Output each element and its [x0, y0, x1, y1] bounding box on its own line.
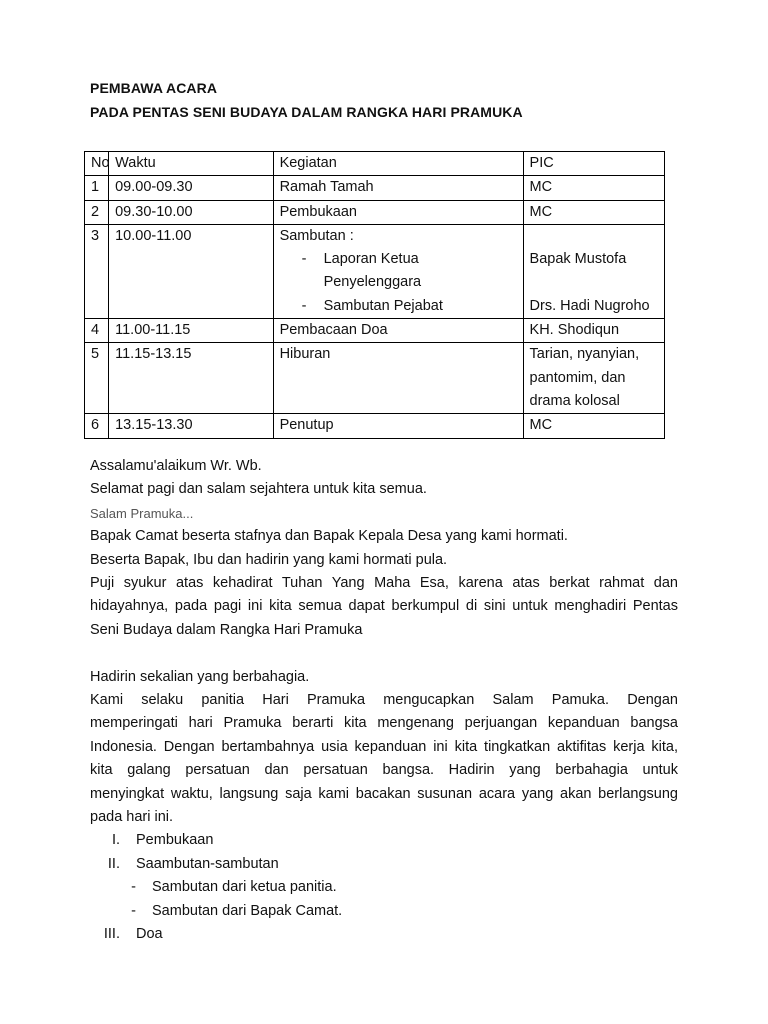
cell-pic: [523, 343, 664, 414]
cell-waktu: 09.00-09.30: [109, 176, 273, 200]
paragraph: Hadirin sekalian yang berbahagia.: [90, 668, 310, 685]
paragraph: Bapak Camat beserta stafnya dan Bapak Kepala Desa yang kami hormati.: [90, 528, 568, 545]
list-item: [90, 923, 678, 946]
table-row: [85, 176, 665, 200]
cell-pic: MC: [523, 414, 664, 438]
header-no: No: [85, 152, 109, 176]
cell-pic: MC: [523, 200, 664, 224]
paragraph-line: Seni Budaya dalam Rangka Hari Pramuka: [90, 621, 363, 638]
cell-kegiatan: Pembukaan: [273, 200, 523, 224]
paragraph: Salam Pramuka...: [90, 505, 194, 521]
cell-pic: MC: [523, 176, 664, 200]
paragraph: Beserta Bapak, Ibu dan hadirin yang kami hormati pula.: [90, 551, 448, 568]
document-subtitle: PADA PENTAS SENI BUDAYA DALAM RANGKA HARI PRAMUKA: [90, 104, 523, 120]
paragraph-line: Kami selaku panitia Hari Pramuka mengucapkan Salam Pamuka. Dengan: [90, 692, 678, 709]
cell-kegiatan: Ramah Tamah: [273, 176, 523, 200]
pic-text: Tarian, nyanyian,: [529, 346, 640, 363]
header-waktu: Waktu: [109, 152, 273, 176]
list-marker: II.: [107, 855, 120, 872]
table-header-row: [85, 152, 665, 176]
paragraph-line: pada hari ini.: [90, 809, 174, 826]
list-item: [90, 829, 678, 852]
sub-item-text: Laporan Ketua: [323, 251, 419, 268]
pic-text: pantomim, dan: [529, 369, 626, 386]
paragraph-line: Puji syukur atas kehadirat Tuhan Yang Maha Esa, karena atas berkat rahmat dan: [90, 575, 678, 592]
paragraph-line: Indonesia. Dengan bertambahnya usia kepanduan ini kita tingkatkan aktifitas kerja kita,: [90, 738, 678, 755]
cell-kegiatan: Pembacaan Doa: [273, 319, 523, 343]
schedule-table: [84, 151, 665, 439]
paragraph-line: hidayahnya, pada pagi ini kita semua dapat berkumpul di sini untuk menghadiri Pentas: [90, 598, 678, 615]
list-marker: I.: [111, 832, 120, 849]
table-row: [85, 414, 665, 438]
cell-no: 3: [85, 224, 109, 318]
cell-waktu: 11.00-11.15: [109, 319, 273, 343]
cell-no: 4: [85, 319, 109, 343]
cell-waktu: 13.15-13.30: [109, 414, 273, 438]
table-row: [85, 319, 665, 343]
dash-marker: -: [301, 251, 307, 268]
cell-kegiatan: Hiburan: [273, 343, 523, 414]
sub-item-text: Penyelenggara: [323, 274, 422, 291]
cell-waktu: 11.15-13.15: [109, 343, 273, 414]
sub-item: [280, 295, 517, 318]
speech-text: [90, 455, 678, 947]
cell-no: 1: [85, 176, 109, 200]
list-item-label: Doa: [136, 926, 163, 943]
paragraph-line: memperingati hari Pramuka berarti kita mengenang perjuangan kepanduan bangsa: [90, 715, 678, 732]
table-row: [85, 200, 665, 224]
list-item-label: Pembukaan: [136, 832, 214, 849]
sub-item-text: Sambutan Pejabat: [323, 297, 443, 314]
document-title: PEMBAWA ACARA: [90, 80, 218, 96]
pic-text: drama kolosal: [529, 392, 620, 409]
cell-no: 2: [85, 200, 109, 224]
list-marker: -: [131, 879, 136, 896]
cell-waktu: 09.30-10.00: [109, 200, 273, 224]
list-item-label: Sambutan dari ketua panitia.: [152, 879, 337, 896]
list-marker: -: [131, 902, 136, 919]
pic-text: Drs. Hadi Nugroho: [529, 297, 650, 314]
list-marker: III.: [103, 926, 120, 943]
table-row: [85, 224, 665, 318]
list-item-label: Saambutan-sambutan: [136, 855, 279, 872]
pic-text: Bapak Mustofa: [529, 251, 627, 268]
list-item: [90, 876, 678, 899]
greeting: Assalamu'alaikum Wr. Wb.: [90, 458, 262, 474]
list-item: [90, 853, 678, 876]
cell-pic: KH. Shodiqun: [523, 319, 664, 343]
cell-no: 6: [85, 414, 109, 438]
cell-kegiatan: [273, 224, 523, 318]
header-pic: PIC: [523, 152, 664, 176]
cell-kegiatan: Penutup: [273, 414, 523, 438]
paragraph-line: kita galang persatuan dan persatuan bangsa. Hadirin yang berbahagia untuk: [90, 762, 678, 779]
list-item: [90, 900, 678, 923]
cell-no: 5: [85, 343, 109, 414]
cell-waktu: 10.00-11.00: [109, 224, 273, 318]
header-kegiatan: Kegiatan: [273, 152, 523, 176]
table-row: [85, 343, 665, 414]
cell-pic: [523, 224, 664, 318]
paragraph-line: menyingkat waktu, langsung saja kami bacakan susunan acara yang akan berlangsung: [90, 785, 678, 802]
dash-marker: -: [301, 297, 307, 314]
sub-item: [280, 248, 517, 295]
paragraph: Selamat pagi dan salam sejahtera untuk kita semua.: [90, 481, 427, 498]
kegiatan-text: Sambutan :: [279, 227, 354, 244]
list-item-label: Sambutan dari Bapak Camat.: [152, 902, 343, 919]
